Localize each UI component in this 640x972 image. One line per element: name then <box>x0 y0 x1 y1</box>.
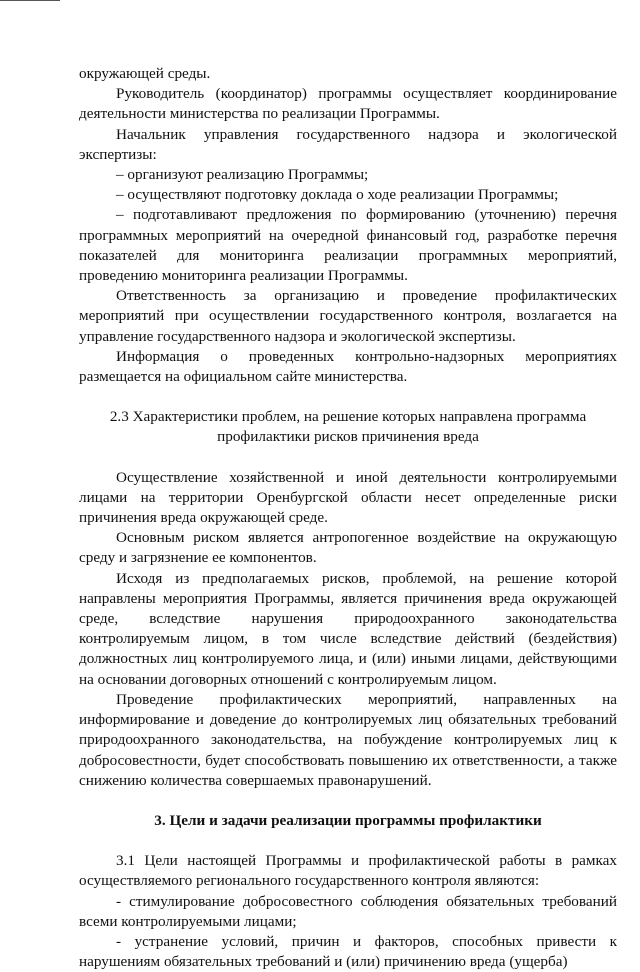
section-2-3-heading-line-1: 2.3 Характеристики проблем, на решение которых направлена программа <box>109 408 587 426</box>
paragraph-problem: Исходя из предполагаемых рисков, проблемой, на решение которой направлены мероприятия Программы, является причинения вреда окружающей среде, вследствие нарушения природоохранного законодательства контролируемым лицом, в том числе вследствие действий (бездействия) должностных лиц контролируемого лица, и (или) иными лицами, действующими на основании договорных отношений с контролируемым лицом. <box>79 569 617 688</box>
paragraph-prevention: Проведение профилактических мероприятий, направленных на информирование и доведение до контролируемых лиц обязательных требований природоохранного законодательства, на побуждение контролируемых лиц к добросовестности, будет способствовать повышению их ответственности, а также снижению количества совершаемых правонарушений. <box>79 690 617 789</box>
paragraph-continuation: окружающей среды. <box>79 65 211 82</box>
paragraph-head-of-department: Начальник управления государственного надзора и экологической экспертизы: <box>79 125 617 163</box>
list-item-report: – осуществляют подготовку доклада о ходе реализации Программы; <box>116 186 559 204</box>
document-body <box>79 64 617 972</box>
list-item-elimination: - устранение условий, причин и факторов, способных привести к нарушениям обязательных требований и (или) причинению вреда (ущерба) <box>79 932 617 971</box>
paragraph-coordinator: Руководитель (координатор) программы осуществляет координирование деятельности министерства по реализации Программы. <box>79 85 617 123</box>
section-2-3-heading <box>79 407 617 447</box>
paragraph-information: Информация о проведенных контрольно-надзорных мероприятиях размещается на официальном сайте министерства. <box>79 347 617 386</box>
page-edge-mark <box>0 0 60 1</box>
list-item-organize: – организуют реализацию Программы; <box>116 166 369 184</box>
paragraph-goals: 3.1 Цели настоящей Программы и профилактической работы в рамках осуществляемого регионального государственного контроля являются: <box>79 852 617 890</box>
paragraph-main-risk: Основным риском является антропогенное воздействие на окружающую среду и загрязнение ее компонентов. <box>79 529 617 567</box>
list-item-proposals: – подготавливают предложения по формированию (уточнению) перечня программных мероприятий на очередной финансовый год, разработке перечня показателей для мониторинга реализации программных мероприятий, проведению мониторинга реализации Программы. <box>79 206 617 285</box>
section-2-3-heading-line-2: профилактики рисков причинения вреда <box>217 428 479 446</box>
list-item-stimulation: - стимулирование добросовестного соблюдения обязательных требований всеми контролируемыми лицами; <box>79 892 617 930</box>
section-3-heading: 3. Цели и задачи реализации программы профилактики <box>154 811 542 829</box>
paragraph-risks: Осуществление хозяйственной и иной деятельности контролируемыми лицами на территории Оренбургской области несет определенные риски причинения вреда окружающей среде. <box>79 468 617 527</box>
paragraph-responsibility: Ответственность за организацию и проведение профилактических мероприятий при осуществлении государственного контроля, возлагается на управление государственного надзора и экологической экспертизы. <box>79 287 617 345</box>
